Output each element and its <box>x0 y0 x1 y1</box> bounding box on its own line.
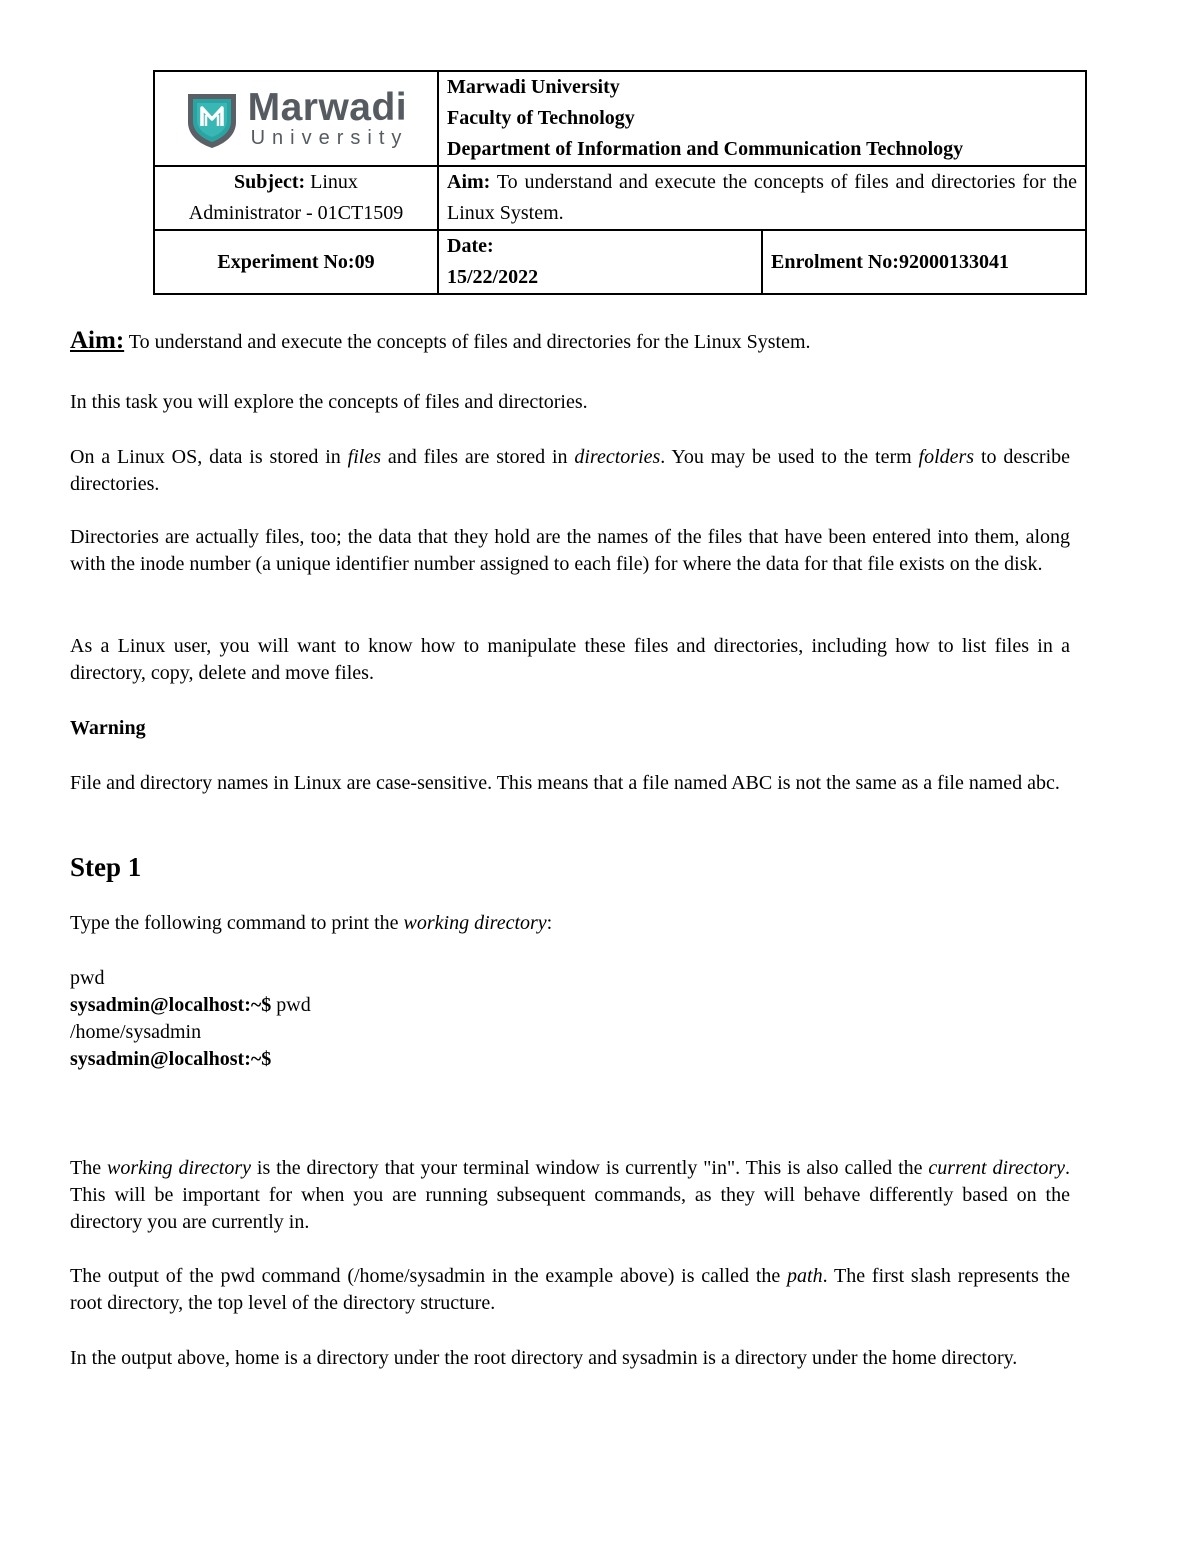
aim-label: Aim: <box>447 171 491 193</box>
aim-text: To understand and execute the concepts of files and directories for the Linux System. <box>447 171 1077 224</box>
shield-icon <box>184 88 240 150</box>
warning-heading: Warning <box>70 717 146 739</box>
step-heading: Step 1 <box>70 852 142 882</box>
institution-line: Faculty of Technology <box>447 107 635 129</box>
institution-cell <box>438 71 1086 166</box>
aim-paragraph <box>70 327 1070 356</box>
subject-value-2: Administrator - 01CT1509 <box>188 202 404 224</box>
university-logo <box>155 73 437 165</box>
experiment-cell: Experiment No:09 <box>154 230 438 294</box>
institution-line: Department of Information and Communication Technology <box>447 138 964 160</box>
code-output: /home/sysadmin <box>70 1021 202 1043</box>
subject-cell <box>154 166 438 230</box>
enrolment-cell: Enrolment No:92000133041 <box>762 230 1086 294</box>
paragraph-path: The output of the pwd command (/home/sysadmin in the example above) is called the path. The first slash represents the root directory, the top level of the directory structure. <box>70 1265 1070 1314</box>
code-command: pwd <box>70 967 105 989</box>
paragraph-manipulate: As a Linux user, you will want to know how to manipulate these files and directories, including how to list files in a directory, copy, delete and move files. <box>70 635 1070 684</box>
date-label: Date: <box>447 235 494 257</box>
code-block <box>70 965 1070 1073</box>
step-intro: Type the following command to print the working directory: <box>70 912 553 934</box>
subject-value: Linux <box>310 171 358 193</box>
aim-cell <box>438 166 1086 230</box>
shell-prompt: sysadmin@localhost:~$ <box>70 994 272 1016</box>
paragraph-storage: On a Linux OS, data is stored in files and files are stored in directories. You may be used to the term folders to describe directories. <box>70 446 1071 495</box>
logo-name: Marwadi <box>247 85 408 129</box>
paragraph-home: In the output above, home is a directory under the root directory and sysadmin is a directory under the home directory. <box>70 1347 1018 1369</box>
institution-line: Marwadi University <box>447 76 620 98</box>
header-table <box>153 70 1087 293</box>
warning-text: File and directory names in Linux are case-sensitive. This means that a file named ABC is not the same as a file named abc. <box>70 772 1060 794</box>
code-line: sysadmin@localhost:~$ pwd <box>70 994 311 1016</box>
date-cell <box>438 230 762 294</box>
paragraph-intro: In this task you will explore the concepts of files and directories. <box>70 391 588 413</box>
aim-heading: Aim: <box>70 327 125 354</box>
logo-cell <box>154 71 438 166</box>
date-value: 15/22/2022 <box>447 266 539 288</box>
logo-sub: University <box>250 126 409 149</box>
subject-label: Subject: <box>234 171 306 193</box>
paragraph-directories: Directories are actually files, too; the data that they hold are the names of the files that have been entered into them, along with the inode number (a unique identifier number assigned to each file) for where the data for that file exists on the disk. <box>70 526 1070 575</box>
aim-body-text: To understand and execute the concepts of files and directories for the Linux System. <box>124 331 811 353</box>
paragraph-working-dir: The working directory is the directory that your terminal window is currently "in". This is also called the current directory. This will be important for when you are running subsequent commands, as they will behave differently based on the directory you are currently in. <box>70 1157 1071 1233</box>
shell-prompt: sysadmin@localhost:~$ <box>70 1048 272 1070</box>
